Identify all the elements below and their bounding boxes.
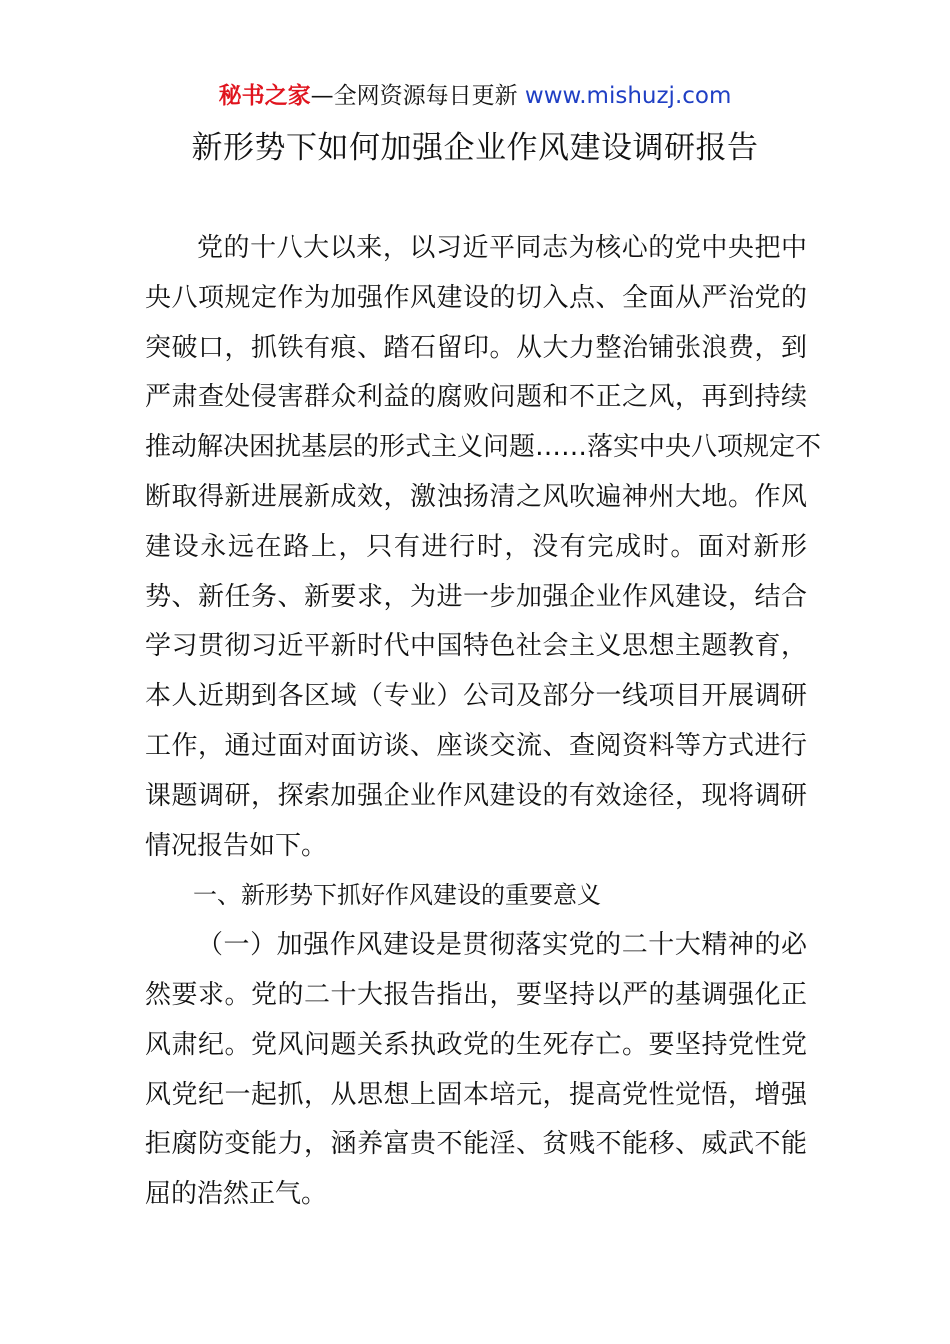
- paragraph-line: 拒腐防变能力，涵养富贵不能淫、贫贱不能移、威武不能: [145, 1129, 807, 1160]
- paragraph-line: 情况报告如下。: [145, 830, 328, 861]
- paragraph-line: 风党纪一起抓，从思想上固本培元，提高党性觉悟，增强: [145, 1079, 807, 1110]
- paragraph-line: 工作，通过面对面访谈、座谈交流、查阅资料等方式进行: [145, 730, 807, 761]
- paragraph-line: 风肃纪。党风问题关系执政党的生死存亡。要坚持党性党: [145, 1029, 807, 1060]
- paragraph-line: 断取得新进展新成效，激浊扬清之风吹遍神州大地。作风: [145, 481, 807, 512]
- paragraph-line: 屈的浩然正气。: [145, 1179, 328, 1210]
- paragraph-line: 然要求。党的二十大报告指出，要坚持以严的基调强化正: [145, 979, 807, 1010]
- paragraph-line: 势、新任务、新要求，为进一步加强企业作风建设，结合: [145, 581, 807, 612]
- paragraph-line: 推动解决困扰基层的形式主义问题……落实中央八项规定不: [145, 432, 822, 463]
- paragraph-line: 本人近期到各区域（专业）公司及部分一线项目开展调研: [145, 681, 807, 712]
- paragraph-line: 央八项规定作为加强作风建设的切入点、全面从严治党的: [145, 282, 807, 313]
- site-url-link[interactable]: www.mishuzj.com: [524, 83, 732, 109]
- paragraph-line: 建设永远在路上，只有进行时，没有完成时。面对新形: [145, 531, 807, 562]
- site-header: [0, 80, 950, 112]
- site-tagline: —全网资源每日更新: [310, 83, 525, 109]
- paragraph-line: 严肃查处侵害群众利益的腐败问题和不正之风，再到持续: [145, 382, 807, 413]
- paragraph-line: （一）加强作风建设是贯彻落实党的二十大精神的必: [197, 930, 807, 961]
- paragraph-line: 突破口，抓铁有痕、踏石留印。从大力整治铺张浪费，到: [145, 332, 807, 363]
- document-body: [145, 224, 822, 1220]
- site-brand: 秘书之家: [218, 83, 311, 109]
- paragraph-line: 学习贯彻习近平新时代中国特色社会主义思想主题教育，: [145, 631, 807, 662]
- section-heading: 一、新形势下抓好作风建设的重要意义: [193, 881, 601, 910]
- document-title: 新形势下如何加强企业作风建设调研报告: [191, 130, 759, 166]
- paragraph-line: 党的十八大以来，以习近平同志为核心的党中央把中: [197, 233, 807, 263]
- paragraph-line: 课题调研，探索加强企业作风建设的有效途径，现将调研: [145, 780, 807, 811]
